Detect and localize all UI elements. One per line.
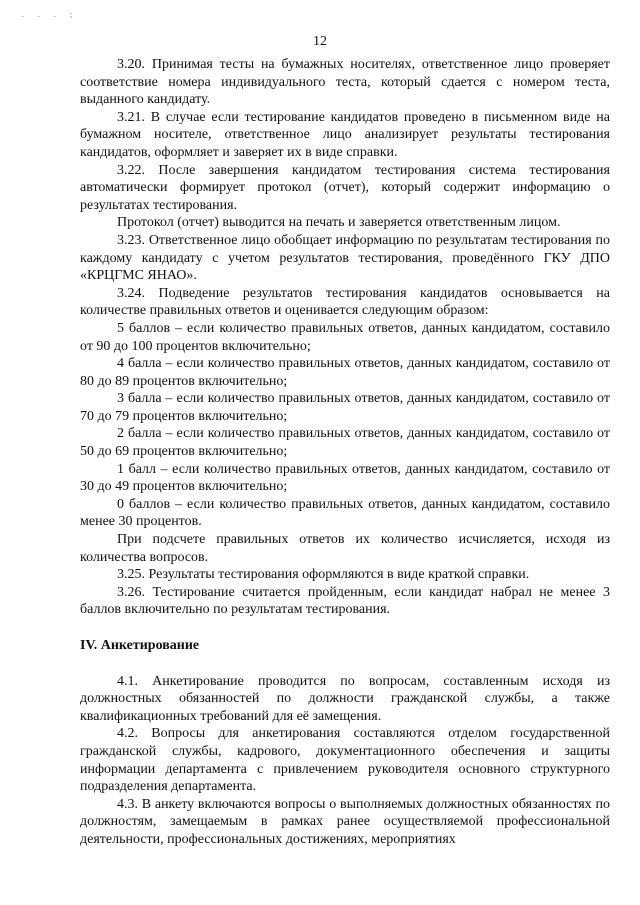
scan-corner-marks: . . . ; [22, 10, 79, 19]
paragraph-3-25: 3.25. Результаты тестирования оформляются в виде краткой справки. [117, 567, 530, 583]
paragraph-3-26: 3.26. Тестирование считается пройденным, если кандидат набрал не менее 3 баллов включительно по результатам тестирования. [80, 584, 610, 618]
paragraph-3-22: 3.22. После завершения кандидатом тестирования система тестирования автоматически формирует протокол (отчет), который содержит информацию о результатах тестирования. [80, 162, 610, 213]
score-item-3: 3 балла – если количество правильных ответов, данных кандидатом, составило от 70 до 79 процентов включительно; [80, 391, 610, 424]
paragraph-4-2: 4.2. Вопросы для анкетирования составляются отделом государственной гражданской службы, кадрового, документационного обеспечения и защиты информации департамента с привлечением руководителя основного структурного подразделения департамента. [80, 726, 610, 795]
paragraph-3-20: 3.20. Принимая тесты на бумажных носителях, ответственное лицо проверяет соответствие номера индивидуального теста, который сдается с номером теста, выданного кандидату. [80, 57, 610, 108]
paragraph-3-24: 3.24. Подведение результатов тестирования кандидатов основывается на количестве правильных ответов и оценивается следующим образом: [80, 285, 610, 319]
score-item-0: 0 баллов – если количество правильных ответов, данных кандидатом, составило менее 30 процентов. [80, 496, 610, 530]
section-heading: IV. Анкетирование [80, 638, 200, 653]
page-number: 12 [313, 34, 327, 49]
paragraph-4-1: 4.1. Анкетирование проводится по вопросам, составленным исходя из должностных обязанностей по должности гражданской службы, а также квалификационных требований для её замещения. [80, 673, 610, 724]
score-item-5: 5 баллов – если количество правильных ответов, данных кандидатом, составило от 90 до 100 процентов включительно; [80, 320, 610, 354]
paragraph-3-23: 3.23. Ответственное лицо обобщает информацию по результатам тестирования по каждому кандидату с учетом результатов тестирования, проведённого ГКУ ДПО «КРЦГМС ЯНАО». [80, 232, 610, 284]
document-body [80, 56, 610, 849]
paragraph-counting: При подсчете правильных ответов их количество исчисляется, исходя из количества вопросов. [80, 532, 610, 565]
score-item-4: 4 балла – если количество правильных ответов, данных кандидатом, составило от 80 до 89 процентов включительно; [80, 356, 610, 389]
score-item-1: 1 балл – если количество правильных ответов, данных кандидатом, составило от 30 до 49 процентов включительно; [80, 461, 610, 495]
paragraph-3-21: 3.21. В случае если тестирование кандидатов проведено в письменном виде на бумажном носителе, ответственное лицо анализирует результаты тестирования кандидатов, оформляет и заверяет их в виде справки. [80, 109, 610, 160]
score-item-2: 2 балла – если количество правильных ответов, данных кандидатом, составило от 50 до 69 процентов включительно; [80, 426, 610, 460]
paragraph-protocol: Протокол (отчет) выводится на печать и заверяется ответственным лицом. [117, 215, 561, 231]
paragraph-4-3: 4.3. В анкету включаются вопросы о выполняемых должностных обязанностях по должностям, замещаемым в рамках ранее осуществляемой профессиональной деятельности, профессиональных достижениях, мероприятиях [80, 796, 610, 847]
